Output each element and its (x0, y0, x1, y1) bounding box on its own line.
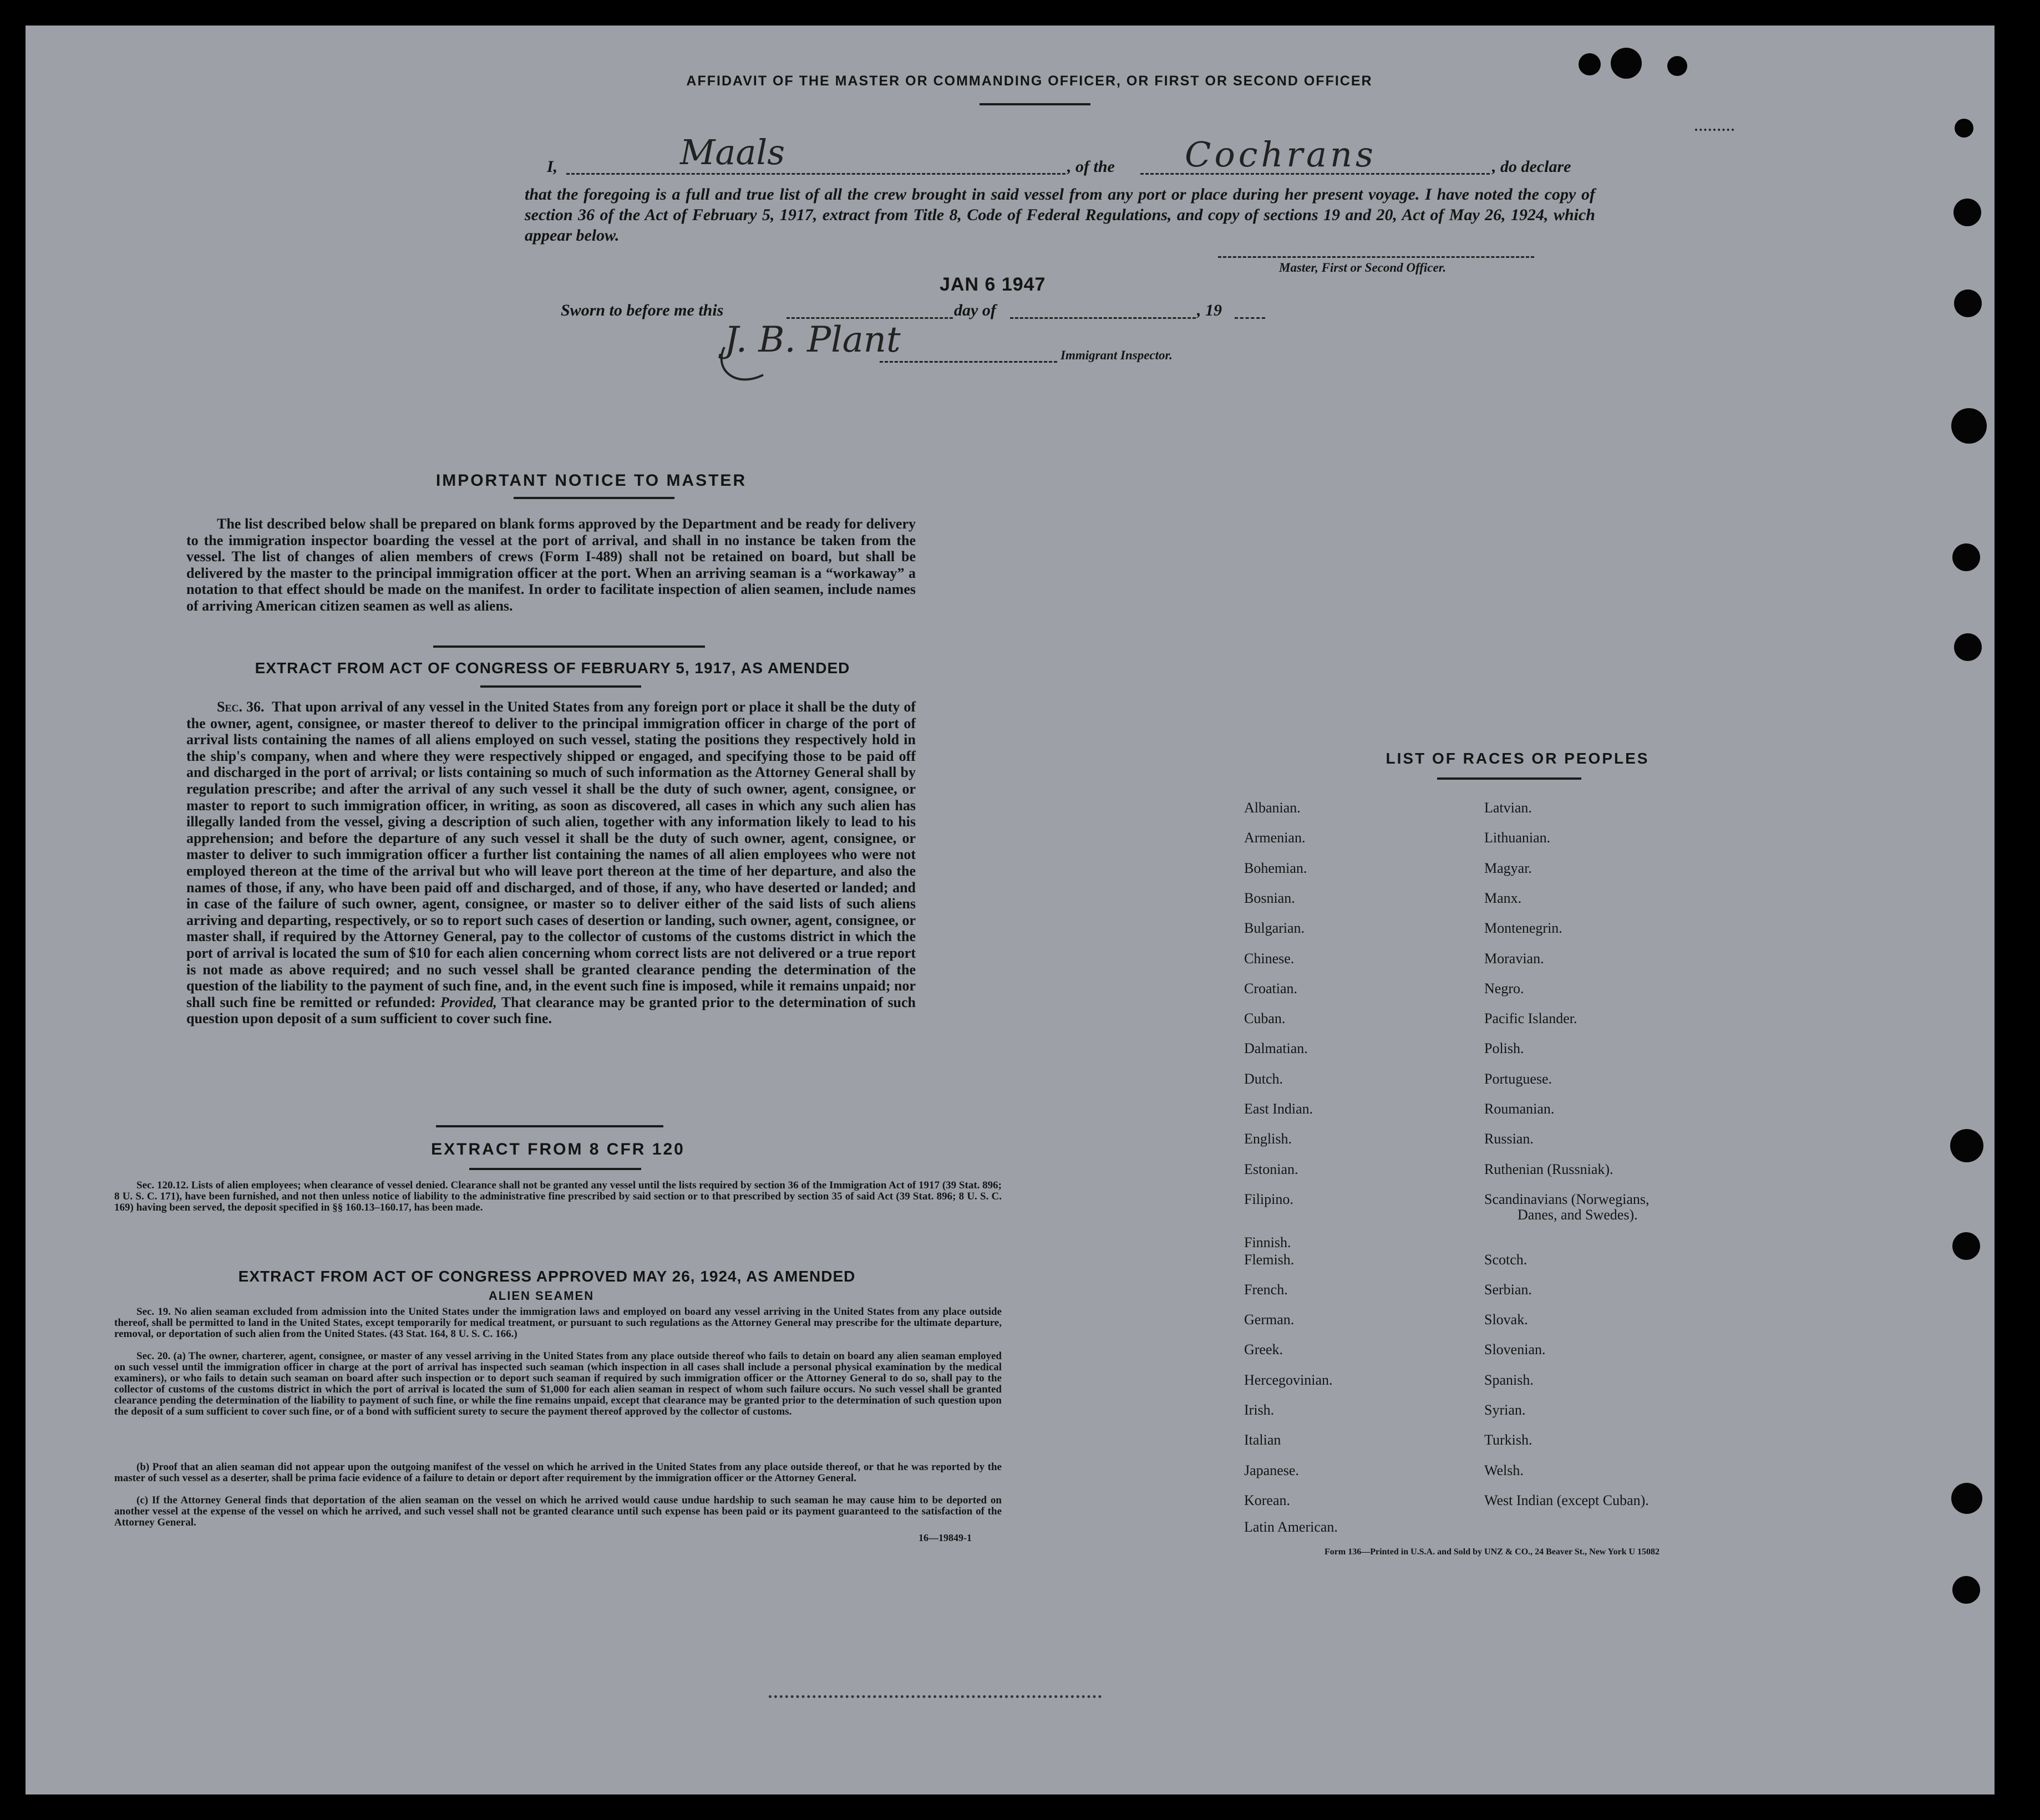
vessel-name-handwriting: Cochrans (1185, 134, 1377, 175)
race-item: East Indian. (1244, 1101, 1313, 1117)
punch-hole (1579, 53, 1601, 75)
race-item: Pacific Islander. (1484, 1010, 1577, 1026)
sec-20c-text: (c) If the Attorney General finds that deportation of the alien seaman on the vessel on which he arrived would cause undue hardship to such seaman he may cause him to be deported on another vessel at the expense of the vessel on which he arrived, and such vessel shall not be granted clearance until such expense has been paid or its payment guaranteed to the satisfaction of the Attorney General. (114, 1494, 1002, 1528)
race-item: Dutch. (1244, 1071, 1283, 1087)
race-item: Montenegrin. (1484, 920, 1562, 936)
provided-word: Provided, (440, 994, 497, 1010)
sec-36-text: That upon arrival of any vessel in the United States from any foreign port or place it shall be the duty of the owner, agent, consignee, or master thereof to deliver to the principal immigration officer in charge of the port of arrival lists containing the names of all aliens employed on such vessel, stating the positions they respectively hold in the ship's company, when and where they were respectively shipped or engaged, and specifying those to be paid off and discharged in the port of arrival; or lists containing so much of such information as the Attorney General shall by regulation prescribe; and after the arrival of any such vessel it shall be the duty of such owner, agent, consignee, or master to report to such immigration officer, in writing, as soon as discovered, all cases in which any such alien has illegally landed from the vessel, giving a description of such alien, together with any information likely to lead to his apprehension; and before the departure of any such vessel it shall be the duty of such owner, agent, consignee, or master to deliver to such immigration officer a further list containing the names of all alien employees who were not employed thereon at the time of the arrival but who will leave port thereon at the time of her departure, and also the names of those, if any, who have been paid off and discharged, and of those, if any, who have deserted or landed; and in case of the failure of such owner, agent, consignee, or master so to deliver either of the said lists of such aliens arriving and departing, respectively, or so to report such cases of desertion or landing, such owner, agent, consignee, or master shall, if required by the Attorney General, pay to the collector of customs of the customs district in which the port of arrival is located the sum of $10 for each alien concerning whom correct lists are not delivered or a true report is not made as above required; and no such vessel shall be granted clearance pending the determination of the question of the liability to the payment of such fine, and, in the event such fine is imposed, while it remains unpaid; nor shall such fine be remitted or refunded: (186, 699, 916, 1010)
punch-hole (1955, 119, 1973, 138)
race-item: Finnish. (1244, 1234, 1291, 1250)
race-item: Latin American. (1244, 1519, 1338, 1535)
scan-speck (769, 1692, 1102, 1698)
race-item: Syrian. (1484, 1402, 1526, 1418)
race-item: Korean. (1244, 1492, 1291, 1508)
race-item: Slovak. (1484, 1311, 1528, 1328)
race-item: Hercegovinian. (1244, 1372, 1333, 1388)
inspector-line (880, 361, 1057, 363)
notice-body: The list described below shall be prepared on blank forms approved by the Department and be ready for delivery to the immigration inspector boarding the vessel at the port of arrival, and shall in no instance be taken from the vessel. The list of changes of alien members of crews (Form I-489) shall not be retained on board, but shall be delivered by the master to the principal immigration officer at the port. When an arriving seaman is a “workaway” a notation to that effect should be made on the manifest. In order to facilitate inspection of alien seamen, include names of arriving American citizen seamen as well as aliens. (186, 516, 916, 614)
year-label: , 19 (1197, 301, 1222, 319)
race-item: Scotch. (1484, 1252, 1528, 1268)
master-name-handwriting: Maals (680, 132, 785, 172)
extract-1917-rule (480, 685, 641, 688)
race-item: German. (1244, 1311, 1295, 1328)
race-item: Japanese. (1244, 1462, 1299, 1478)
race-item: Bulgarian. (1244, 920, 1305, 936)
punch-hole (1954, 633, 1982, 661)
race-item: Filipino. (1244, 1191, 1293, 1207)
extract-1924-title: EXTRACT FROM ACT OF CONGRESS APPROVED MAY 26, 1924, AS AMENDED (238, 1268, 856, 1285)
affidavit-i: I, (547, 157, 558, 176)
race-item: Polish. (1484, 1040, 1524, 1056)
master-signature-line (1218, 256, 1534, 258)
punch-hole (1952, 1576, 1980, 1604)
race-item: Croatian. (1244, 980, 1298, 997)
inspector-label: Immigrant Inspector. (1060, 348, 1173, 362)
punch-hole (1611, 48, 1642, 79)
master-name-line (566, 173, 1065, 175)
title-rule (980, 103, 1090, 105)
punch-hole (1950, 1129, 1983, 1162)
race-item: Danes, and Swedes). (1518, 1207, 1638, 1223)
race-item: Bohemian. (1244, 860, 1307, 876)
alien-seamen-subtitle: ALIEN SEAMEN (488, 1289, 595, 1303)
race-item: English. (1244, 1131, 1292, 1147)
race-item: Welsh. (1484, 1462, 1524, 1478)
race-item: Negro. (1484, 980, 1524, 997)
day-of-label: day of (954, 301, 996, 319)
race-item: Cuban. (1244, 1010, 1286, 1026)
punch-hole (1951, 1483, 1982, 1514)
race-item: Albanian. (1244, 800, 1301, 816)
punch-hole (1954, 289, 1982, 317)
extract-1917-body (186, 699, 916, 1027)
notice-title: IMPORTANT NOTICE TO MASTER (435, 471, 747, 490)
notice-bottom-rule (433, 645, 705, 648)
sec-20b-text: (b) Proof that an alien seaman did not appear upon the outgoing manifest of the vessel on which he arrived in the United States from any place outside thereof, or that he was reported by the master of such vessel as a deserter, shall be prima facie evidence of a failure to detain or deport after requirement by the immigration officer or the Attorney General. (114, 1461, 1002, 1484)
race-item: Armenian. (1244, 830, 1306, 846)
scan-speck (1695, 125, 1734, 131)
race-item: Estonian. (1244, 1161, 1298, 1177)
race-item: Turkish. (1484, 1432, 1532, 1448)
race-item: Russian. (1484, 1131, 1534, 1147)
race-item: Irish. (1244, 1402, 1275, 1418)
race-item: Lithuanian. (1484, 830, 1551, 846)
form-code: 16—19849-1 (918, 1532, 972, 1543)
punch-hole (1952, 1232, 1980, 1260)
cfr-rule (469, 1168, 641, 1170)
document-page (26, 26, 1995, 1794)
race-item: Magyar. (1484, 860, 1532, 876)
sec-36-label: Sec. 36. (217, 699, 265, 715)
notice-rule (514, 497, 674, 499)
month-line (1010, 317, 1196, 319)
sworn-label: Sworn to before me this (561, 301, 724, 319)
races-rule (1437, 777, 1581, 780)
race-item: Ruthenian (Russniak). (1484, 1161, 1613, 1177)
race-item: Dalmatian. (1244, 1040, 1308, 1056)
sec-36-tail: That clearance may be granted prior to the determination of such question upon deposit of a sum sufficient to cover such fine. (186, 994, 916, 1027)
affidavit-do-declare: , do declare (1492, 157, 1571, 176)
punch-hole (1951, 408, 1987, 444)
master-signature-label: Master, First or Second Officer. (1279, 261, 1447, 274)
race-item: Greek. (1244, 1341, 1283, 1358)
race-item: Spanish. (1484, 1372, 1534, 1388)
race-item: Bosnian. (1244, 890, 1295, 906)
race-item: Moravian. (1484, 950, 1544, 967)
race-item: West Indian (except Cuban). (1484, 1492, 1649, 1508)
sec-19-text: Sec. 19. No alien seaman excluded from admission into the United States under the immigration laws and employed on board any vessel arriving in the United States from any place outside thereof, shall be permitted to land in the United States, except temporarily for medical treatment, or pursuant to such regulations as the Attorney General may prescribe for the ultimate departure, removal, or deportation of such alien from the United States. (43 Stat. 164, 8 U. S. C. 166.) (114, 1306, 1002, 1340)
race-item: Latvian. (1484, 800, 1532, 816)
race-item: Scandinavians (Norwegians, (1484, 1191, 1650, 1207)
race-item: Roumanian. (1484, 1101, 1555, 1117)
cfr-body: Sec. 120.12. Lists of alien employees; when clearance of vessel denied. Clearance shall not be granted any vessel until the lists required by section 36 of the Immigration Act of 1917 (39 Stat. 896; 8 U. S. C. 171), have been furnished, and not then unless notice of liability to the administrative fine prescribed by said section or to that prescribed by section 35 of said Act (39 Stat. 896; 8 U. S. C. 169) having been served, the deposit specified in §§ 160.13–160.17, has been made. (114, 1180, 1002, 1213)
race-item: Portuguese. (1484, 1071, 1552, 1087)
punch-hole (1667, 56, 1687, 76)
extract-1917-bottom-rule (436, 1125, 663, 1127)
race-item: Manx. (1484, 890, 1522, 906)
year-line (1235, 317, 1265, 319)
race-item: French. (1244, 1282, 1288, 1298)
race-item: Slovenian. (1484, 1341, 1546, 1358)
race-item: Italian (1244, 1432, 1281, 1448)
signature-flourish (713, 336, 791, 392)
date-stamp: JAN 6 1947 (940, 274, 1046, 295)
inspector-signature: J. B. Plant (724, 319, 901, 360)
affidavit-of-the: , of the (1067, 157, 1115, 176)
sec-20a-text: Sec. 20. (a) The owner, charterer, agent, consignee, or master of any vessel arriving in the United States from any place outside thereof who fails to detain on board any alien seaman employed on such vessel until the immigration officer in charge at the port of arrival has inspected such seaman (which inspection in all cases shall include a personal physical examination by the medical examiners), or who fails to detain such seaman on board after such inspection or to deport such seaman if required by such immigration officer or the Attorney General to do so, shall pay to the collector of customs of the customs district in which the port of arrival is located the sum of $1,000 for each alien seaman in respect of whom such failure occurs. No such vessel shall be granted clearance pending the determination of the liability to payment of such fine, or while the fine remains unpaid, except that clearance may be granted prior to the determination of such question upon the deposit of a sum sufficient to cover such fine, or of a bond with sufficient surety to secure the payment thereof approved by the collector of customs. (114, 1350, 1002, 1417)
affidavit-body: that the foregoing is a full and true list of all the crew brought in said vessel from any port or place during her present voyage. I have noted the copy of section 36 of the Act of February 5, 1917, extract from Title 8, Code of Federal Regulations, and copy of sections 19 and 20, Act of May 26, 1924, which appear below. (525, 185, 1595, 245)
cfr-title: EXTRACT FROM 8 CFR 120 (431, 1140, 685, 1158)
race-item: Chinese. (1244, 950, 1295, 967)
punch-hole (1953, 199, 1981, 226)
extract-1917-title: EXTRACT FROM ACT OF CONGRESS OF FEBRUARY 5, 1917, AS AMENDED (255, 659, 850, 677)
race-item: Flemish. (1244, 1252, 1295, 1268)
races-title: LIST OF RACES OR PEOPLES (1386, 750, 1650, 767)
punch-hole (1952, 543, 1980, 571)
printer-line: Form 136—Printed in U.S.A. and Sold by UNZ & CO., 24 Beaver St., New York U 15082 (1325, 1547, 1660, 1557)
race-item: Serbian. (1484, 1282, 1532, 1298)
affidavit-title: AFFIDAVIT OF THE MASTER OR COMMANDING OFFICER, OR FIRST OR SECOND OFFICER (686, 73, 1373, 89)
sworn-day-line (786, 317, 953, 319)
